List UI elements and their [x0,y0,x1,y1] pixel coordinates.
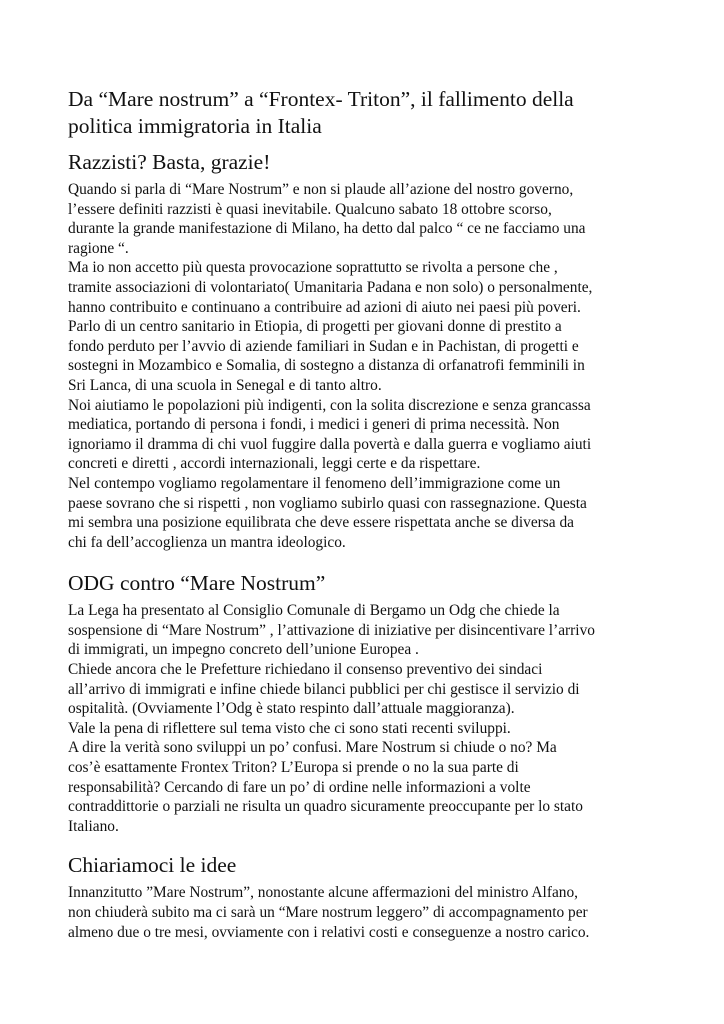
text-line: Ma io non accetto più questa provocazione soprattutto se rivolta a persone che , [68,259,558,277]
section-body [68,601,698,836]
text-line: non chiuderà subito ma ci sarà un “Mare nostrum leggero” di accompagnamento per [68,904,588,921]
text-line: tramite associazioni di volontariato( Umanitaria Padana e non solo) o personalmente, [68,278,593,296]
text-line: ragione “. [68,239,129,257]
text-line: durante la grande manifestazione di Milano, ha detto dal palco “ ce ne facciamo una [68,220,586,238]
section-razzisti [68,149,698,552]
text-line: La Lega ha presentato al Consiglio Comunale di Bergamo un Odg che chiede la [68,602,560,620]
text-line: almeno due o tre mesi, ovviamente con i relativi costi e conseguenze a nostro carico. [68,923,590,941]
text-line: cos’è esattamente Frontex Triton? L’Europa si prende o no la sua parte di [68,759,519,777]
text-line: hanno contribuito e continuano a contribuire ad azioni di aiuto nei paesi più poveri. [68,298,581,316]
text-line: mi sembra una posizione equilibrata che deve essere rispettata anche se diversa da [68,514,574,532]
section-heading: Razzisti? Basta, grazie! [68,150,271,174]
text-line: fondo perduto per l’avvio di aziende familiari in Sudan e in Pachistan, di progetti e [68,337,579,355]
text-line: di immigrati, un impegno concreto dell’unione Europea . [68,641,419,659]
text-line: sospensione di “Mare Nostrum” , l’attivazione di iniziative per disincentivare l’arrivo [68,621,595,639]
text-line: Parlo di un centro sanitario in Etiopia, di progetti per giovani donne di prestito a [68,318,562,336]
text-line: sostegni in Mozambico e Somalia, di sostegno a distanza di orfanatrofi femminili in [68,357,585,375]
text-line: l’essere definiti razzisti è quasi inevitabile. Qualcuno sabato 18 ottobre scorso, [68,200,552,218]
section-heading: ODG contro “Mare Nostrum” [68,571,326,596]
title-line: politica immigratoria in Italia [68,114,322,138]
text-line: ignoriamo il dramma di chi vuol fuggire dalla povertà e dalla guerra e vogliamo aiuti [68,435,592,453]
text-line: responsabilità? Cercando di fare un po’ di ordine nelle informazioni a volte [68,778,531,796]
text-line: Nel contempo vogliamo regolamentare il fenomeno dell’immigrazione come un [68,474,561,492]
text-line: Sri Lanca, di una scuola in Senegal e di tanto altro. [68,376,382,394]
title-line: Da “Mare nostrum” a “Frontex- Triton”, il fallimento della [68,87,574,111]
section-body [68,180,698,552]
text-line: Innanzitutto ”Mare Nostrum”, nonostante alcune affermazioni del ministro Alfano, [68,884,579,902]
text-line: paese sovrano che si rispetti , non vogliamo subirlo quasi con rassegnazione. Questa [68,494,587,512]
document-page [68,86,698,942]
section-chiariamoci [68,852,698,942]
section-odg [68,570,698,836]
text-line: Chiede ancora che le Prefetture richiedano il consenso preventivo dei sindaci [68,661,543,679]
text-line: chi fa dell’accoglienza un mantra ideologico. [68,533,346,551]
text-line: Noi aiutiamo le popolazioni più indigenti, con la solita discrezione e senza grancassa [68,396,591,414]
text-line: A dire la verità sono sviluppi un po’ confusi. Mare Nostrum si chiude o no? Ma [68,739,557,757]
text-line: mediatica, portando di persona i fondi, i medici i generi di prima necessità. Non [68,416,560,434]
document-title [68,86,698,140]
section-body [68,883,698,942]
text-line: Quando si parla di “Mare Nostrum” e non si plaude all’azione del nostro governo, [68,181,574,198]
text-line: Italiano. [68,817,119,835]
text-line: concreti e diretti , accordi internazionali, leggi certe e da rispettare. [68,455,481,473]
text-line: Vale la pena di riflettere sul tema visto che ci sono stati recenti sviluppi. [68,719,511,737]
section-heading: Chiariamoci le idee [68,853,237,878]
text-line: all’arrivo di immigrati e infine chiede bilanci pubblici per chi gestisce il servizio di [68,680,580,698]
text-line: contraddittorie o parziali ne risulta un quadro sicuramente preoccupante per lo stato [68,798,583,816]
text-line: ospitalità. (Ovviamente l’Odg è stato respinto dall’attuale maggioranza). [68,700,515,718]
